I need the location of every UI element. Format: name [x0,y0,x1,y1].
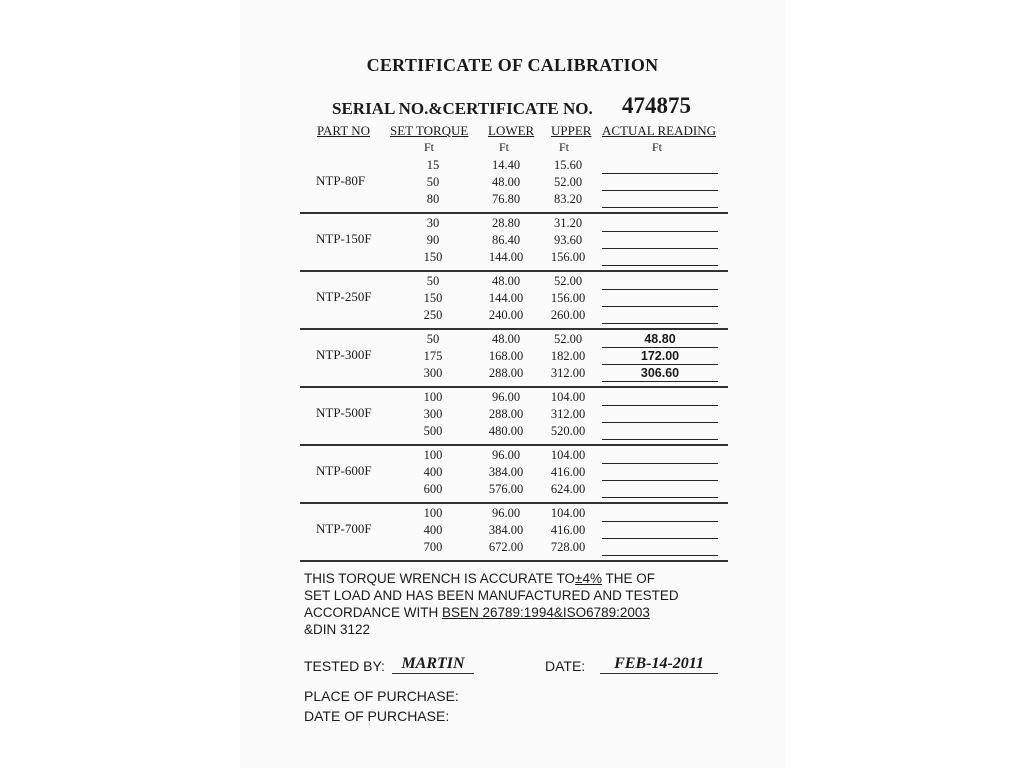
statement-line1-pre: THIS TORQUE WRENCH IS ACCURATE TO [304,571,576,586]
set-torque-cell: 150 [423,291,443,305]
upper-limit-cell: 31.20 [553,216,583,230]
header-set-torque: SET TORQUE [390,123,469,138]
upper-limit-cell: 416.00 [550,523,586,537]
test-date: FEB-14-2011 [600,655,718,674]
actual-reading-line [602,248,718,249]
standard-reference: BSEN 26789:1994&ISO6789:2003 [442,605,650,620]
upper-limit-cell: 156.00 [550,291,586,305]
actual-reading-line [602,190,718,191]
lower-limit-cell: 240.00 [488,308,524,322]
lower-limit-cell: 288.00 [488,366,524,380]
unit-lower: Ft [499,140,510,154]
header-part-no: PART NO [317,123,371,138]
upper-limit-cell: 15.60 [553,158,583,172]
set-torque-cell: 90 [426,233,440,247]
actual-reading-line [602,323,718,324]
upper-limit-cell: 93.60 [553,233,583,247]
upper-limit-cell: 52.00 [553,274,583,288]
lower-limit-cell: 96.00 [491,506,521,520]
unit-set: Ft [424,140,435,154]
set-torque-cell: 100 [423,448,443,462]
serial-number: 474875 [622,93,691,118]
actual-reading-value: 172.00 [640,349,680,363]
upper-limit-cell: 260.00 [550,308,586,322]
lower-limit-cell: 96.00 [491,448,521,462]
set-torque-cell: 700 [423,540,443,554]
part-group [300,156,728,214]
accuracy-value: ±4% [575,571,602,586]
actual-reading-line [602,555,718,556]
actual-reading-line [602,521,718,522]
actual-reading-line [602,439,718,440]
actual-reading-line [602,463,718,464]
upper-limit-cell: 52.00 [553,175,583,189]
actual-reading-line [602,381,718,382]
upper-limit-cell: 624.00 [550,482,586,496]
set-torque-cell: 250 [423,308,443,322]
lower-limit-cell: 86.40 [491,233,521,247]
lower-limit-cell: 672.00 [488,540,524,554]
set-torque-cell: 300 [423,407,443,421]
lower-limit-cell: 288.00 [488,407,524,421]
actual-reading-value: 306.60 [640,366,680,380]
lower-limit-cell: 76.80 [491,192,521,206]
upper-limit-cell: 416.00 [550,465,586,479]
upper-limit-cell: 182.00 [550,349,586,363]
set-torque-cell: 100 [423,506,443,520]
part-number: NTP-500F [316,405,372,420]
actual-reading-line [602,422,718,423]
lower-limit-cell: 576.00 [488,482,524,496]
part-group [300,272,728,330]
upper-limit-cell: 520.00 [550,424,586,438]
actual-reading-line [602,173,718,174]
actual-reading-line [602,480,718,481]
date-of-purchase-label: DATE OF PURCHASE: [304,708,450,724]
upper-limit-cell: 52.00 [553,332,583,346]
lower-limit-cell: 384.00 [488,465,524,479]
lower-limit-cell: 48.00 [491,274,521,288]
actual-reading-line [602,405,718,406]
accuracy-statement [304,570,734,638]
part-group [300,388,728,446]
set-torque-cell: 15 [426,158,440,172]
set-torque-cell: 50 [426,274,440,288]
serial-label: SERIAL NO.&CERTIFICATE NO. [332,99,593,118]
upper-limit-cell: 104.00 [550,506,586,520]
set-torque-cell: 100 [423,390,443,404]
set-torque-cell: 500 [423,424,443,438]
actual-reading-line [602,231,718,232]
part-number: NTP-250F [316,289,372,304]
lower-limit-cell: 96.00 [491,390,521,404]
upper-limit-cell: 156.00 [550,250,586,264]
actual-reading-line [602,207,718,208]
unit-upper: Ft [559,140,570,154]
part-group [300,504,728,562]
lower-limit-cell: 48.00 [491,175,521,189]
part-number: NTP-700F [316,521,372,536]
tested-by-signature: MARTIN [392,655,474,674]
header-actual-reading: ACTUAL READING [602,123,716,138]
actual-reading-line [602,364,718,365]
actual-reading-line [602,306,718,307]
header-lower: LOWER [488,123,535,138]
actual-reading-line [602,289,718,290]
part-group [300,330,728,388]
statement-line4: &DIN 3122 [304,622,371,637]
header-upper: UPPER [551,123,592,138]
lower-limit-cell: 28.80 [491,216,521,230]
upper-limit-cell: 728.00 [550,540,586,554]
lower-limit-cell: 144.00 [488,250,524,264]
set-torque-cell: 600 [423,482,443,496]
set-torque-cell: 400 [423,523,443,537]
lower-limit-cell: 384.00 [488,523,524,537]
part-number: NTP-300F [316,347,372,362]
part-group [300,446,728,504]
set-torque-cell: 400 [423,465,443,479]
lower-limit-cell: 14.40 [491,158,521,172]
part-number: NTP-80F [316,173,366,188]
actual-reading-line [602,265,718,266]
set-torque-cell: 50 [426,332,440,346]
upper-limit-cell: 312.00 [550,366,586,380]
page-title: CERTIFICATE OF CALIBRATION [366,55,659,75]
set-torque-cell: 30 [426,216,440,230]
lower-limit-cell: 48.00 [491,332,521,346]
actual-reading-line [602,347,718,348]
actual-reading-line [602,538,718,539]
set-torque-cell: 300 [423,366,443,380]
set-torque-cell: 50 [426,175,440,189]
set-torque-cell: 80 [426,192,440,206]
set-torque-cell: 175 [423,349,443,363]
statement-line1-post: THE OF [601,571,655,586]
upper-limit-cell: 312.00 [550,407,586,421]
unit-actual: Ft [652,140,663,154]
set-torque-cell: 150 [423,250,443,264]
group-divider [300,560,728,562]
upper-limit-cell: 104.00 [550,390,586,404]
lower-limit-cell: 480.00 [488,424,524,438]
actual-reading-line [602,497,718,498]
part-number: NTP-600F [316,463,372,478]
statement-line2: SET LOAD AND HAS BEEN MANUFACTURED AND TESTED [304,588,679,603]
upper-limit-cell: 104.00 [550,448,586,462]
actual-reading-value: 48.80 [644,332,676,346]
part-group [300,214,728,272]
lower-limit-cell: 168.00 [488,349,524,363]
tested-by-label: TESTED BY: [304,658,385,674]
place-of-purchase-label: PLACE OF PURCHASE: [304,688,459,704]
lower-limit-cell: 144.00 [488,291,524,305]
date-label: DATE: [545,658,586,674]
part-number: NTP-150F [316,231,372,246]
upper-limit-cell: 83.20 [553,192,583,206]
statement-line3-pre: ACCORDANCE WITH [304,605,442,620]
